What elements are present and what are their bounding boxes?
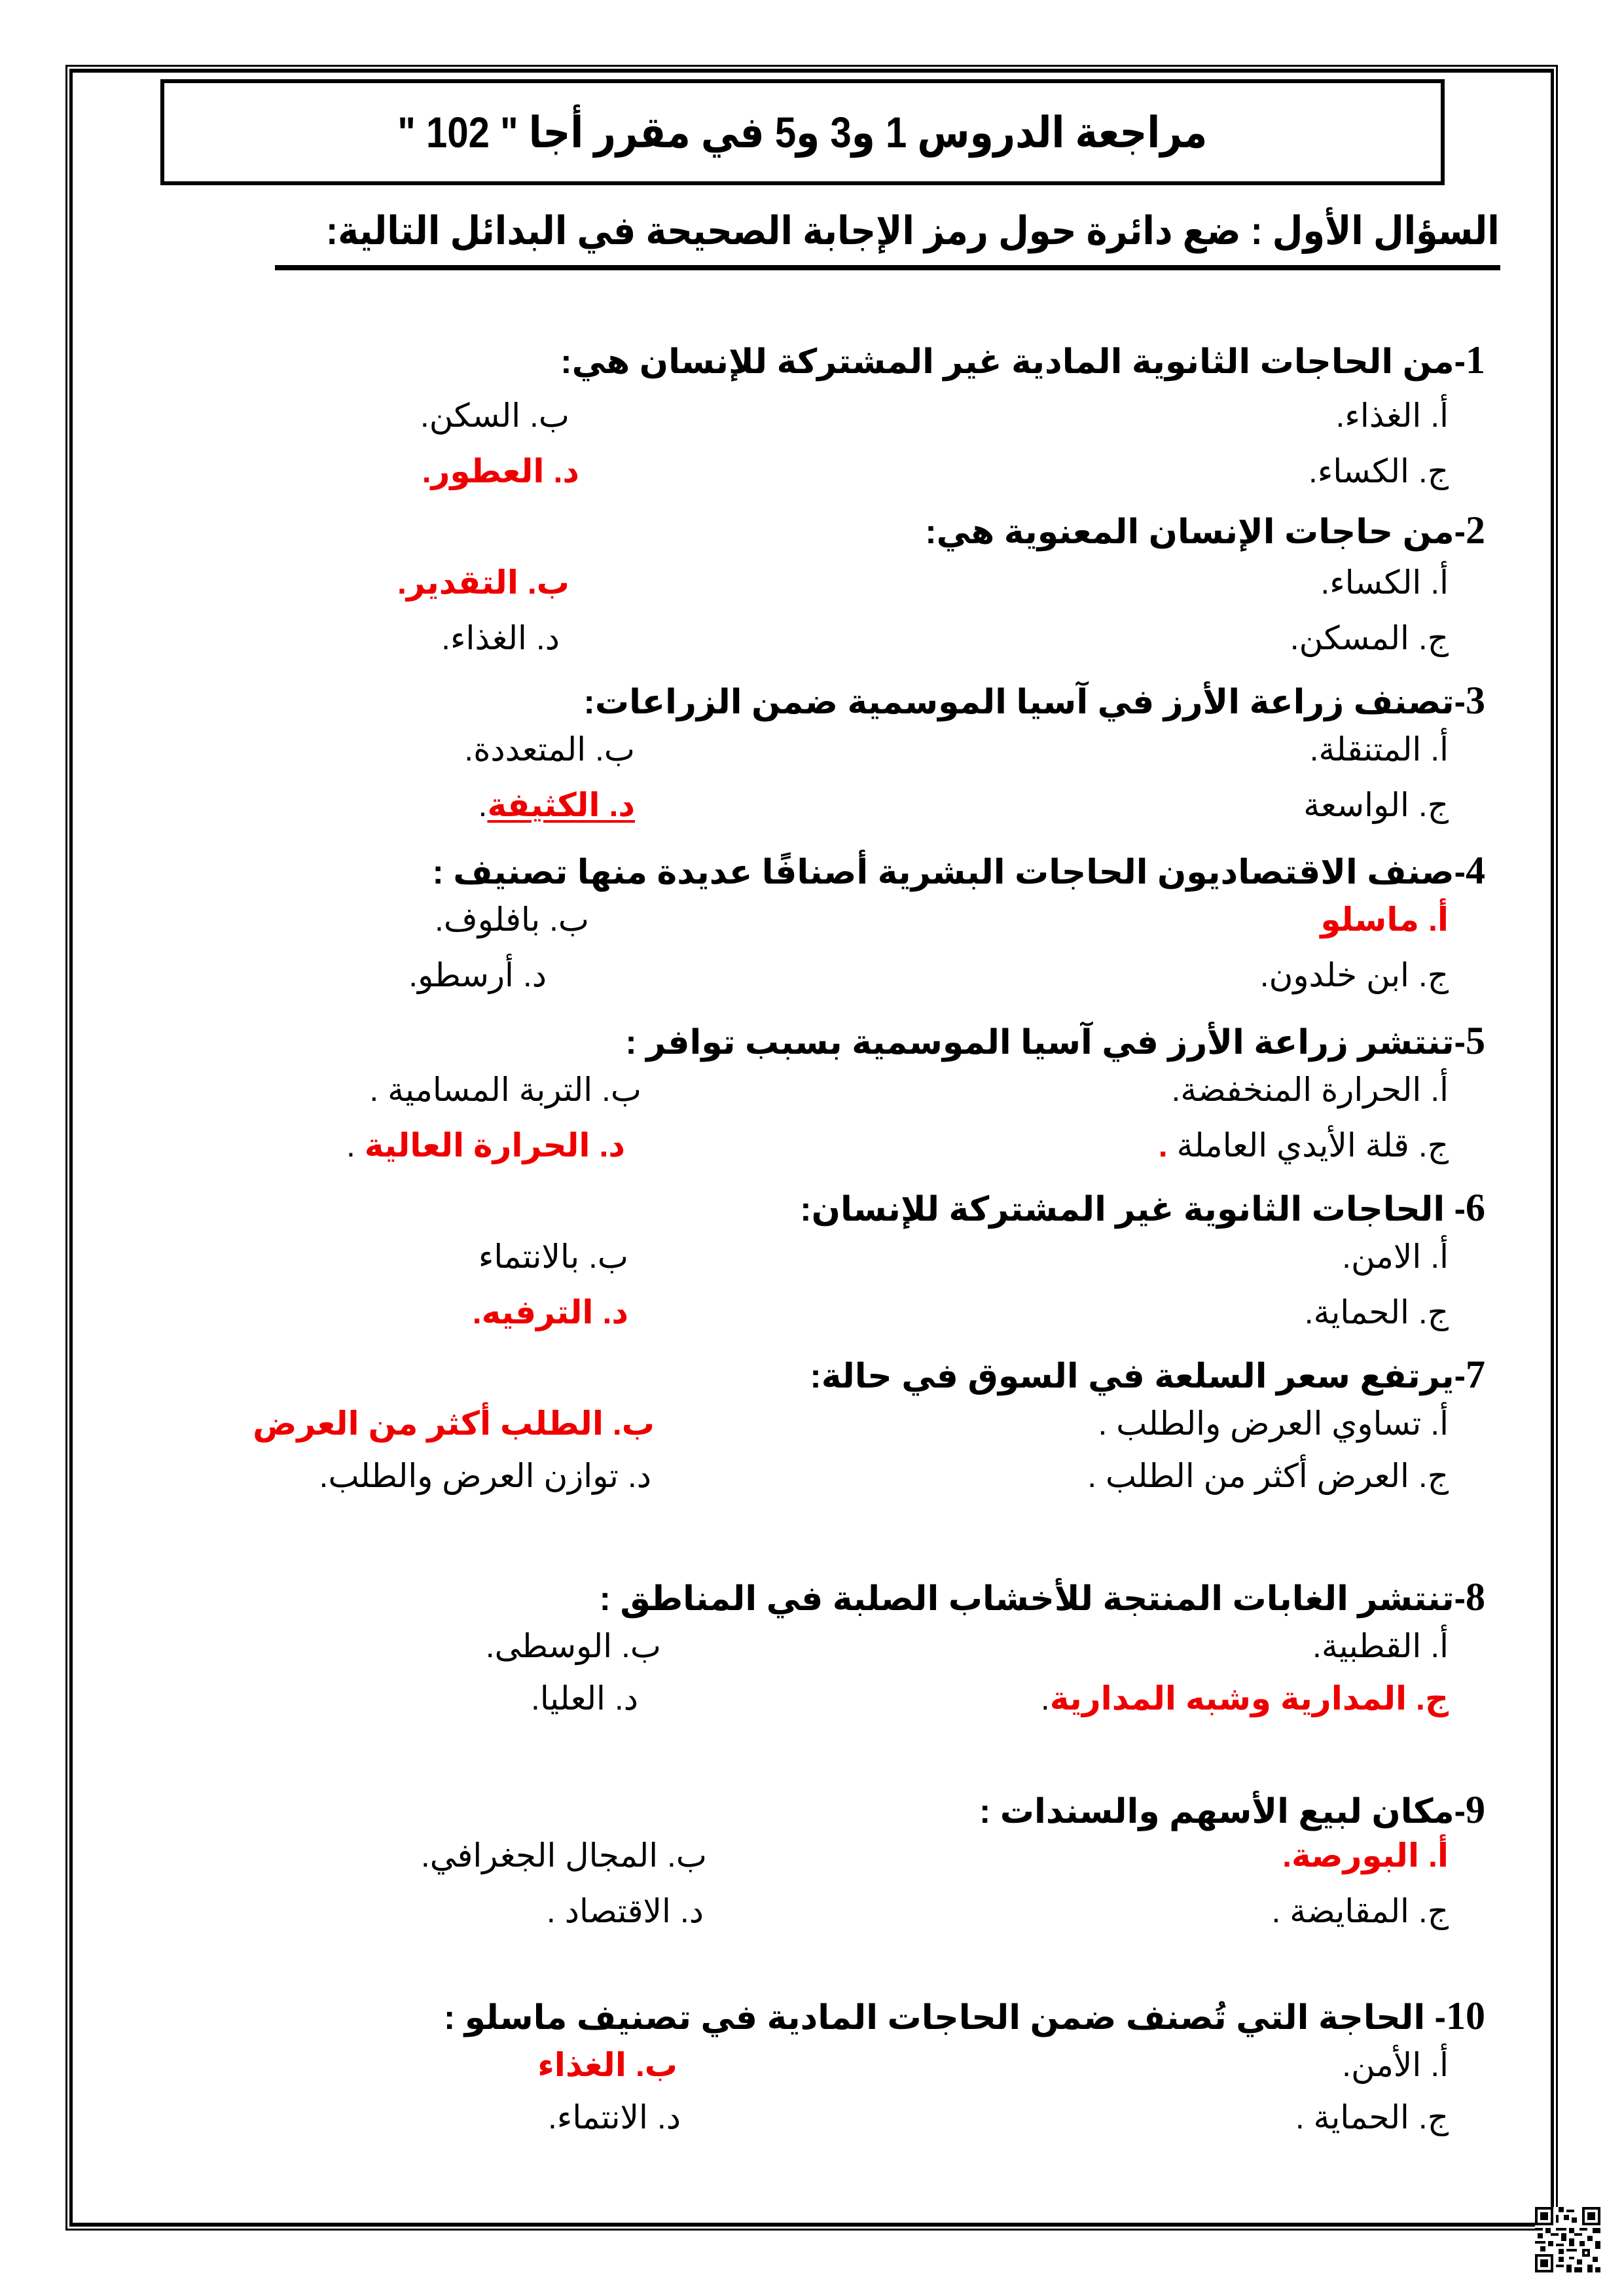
option-d-correct[interactable]: د. الترفيه. [472,1294,628,1331]
option-b[interactable]: ب. المتعددة. [464,731,635,768]
question-8 [600,1577,1485,1617]
question-number: 10 [1446,1994,1485,2037]
option-b[interactable]: ب. الوسطى. [485,1628,661,1664]
question-text: -تنتشر الغابات المنتجة للأخشاب الصلبة في المناطق : [599,1580,1466,1618]
option-d-period: . [478,787,488,823]
option-c[interactable]: ج. المسكن. [1290,620,1449,656]
option-b[interactable]: ب. التربة المسامية . [369,1071,641,1108]
question-number: 4 [1466,849,1485,892]
option-d-period: . [346,1127,365,1164]
option-b-correct[interactable]: ب. التقدير. [397,564,569,601]
option-c-text: ج. قلة الأيدي العاملة [1176,1127,1449,1164]
question-text: -مكان لبيع الأسهم والسندات : [979,1793,1466,1831]
option-d[interactable]: د. توازن العرض والطلب. [319,1458,651,1494]
question-text: -تصنف زراعة الأرز في آسيا الموسمية ضمن الزراعات: [583,683,1466,721]
question-10 [444,1996,1485,2036]
question-4 [432,851,1485,890]
qr-code-icon [1535,2207,1600,2272]
option-c-text: ج. المدارية وشبه المدارية [1049,1680,1449,1717]
option-a[interactable]: أ. الامن. [1342,1238,1449,1275]
question-number: 2 [1466,509,1485,552]
section-heading-underline [275,265,1500,270]
option-b[interactable]: ب. السكن. [420,397,569,434]
question-number: 3 [1466,679,1485,722]
option-d-text: د. الكثيفة [487,787,635,823]
question-text: -يرتفع سعر السلعة في السوق في حالة: [810,1357,1466,1395]
question-number: 6 [1466,1186,1485,1229]
option-c[interactable]: ج. الواسعة [1303,787,1449,823]
option-c[interactable]: ج. ابن خلدون. [1259,957,1449,994]
question-number: 7 [1466,1353,1485,1396]
option-c[interactable]: ج. الكساء. [1308,453,1449,490]
option-c-period: . [1158,1127,1177,1164]
question-text: - الحاجات الثانوية غير المشتركة للإنسان: [800,1191,1466,1229]
option-c[interactable]: ج. العرض أكثر من الطلب . [1087,1458,1449,1494]
question-7 [810,1355,1485,1394]
option-c-correct[interactable] [1041,1682,1449,1715]
option-b[interactable]: ب. بالانتماء [478,1238,628,1275]
option-a[interactable]: أ. الغذاء. [1335,397,1449,434]
question-number: 8 [1466,1575,1485,1619]
question-text: -تنتشر زراعة الأرز في آسيا الموسمية بسبب توافر : [625,1024,1466,1062]
question-text: - الحاجة التي تُصنف ضمن الحاجات المادية في تصنيف ماسلو : [443,1999,1446,2037]
option-b[interactable]: ب. بافلوف. [434,901,589,938]
option-d-correct[interactable]: د. العطور. [422,453,579,490]
option-d-text: د. الحرارة العالية [364,1127,625,1164]
section-heading: السؤال الأول : ضع دائرة حول رمز الإجابة الصحيحة في البدائل التالية: [326,209,1500,253]
question-2 [925,511,1485,550]
option-d[interactable]: د. الانتماء. [547,2099,681,2136]
question-number: 5 [1466,1019,1485,1062]
option-d[interactable]: د. أرسطو. [408,957,547,994]
question-number: 9 [1466,1788,1485,1831]
option-b[interactable]: ب. المجال الجغرافي. [420,1837,707,1874]
question-1 [560,340,1485,380]
option-d[interactable]: د. الغذاء. [441,620,560,656]
option-c[interactable]: ج. الحماية. [1304,1294,1449,1331]
option-a[interactable]: أ. الحرارة المنخفضة. [1171,1071,1449,1108]
question-number: 1 [1466,338,1485,382]
question-text: -من الحاجات الثانوية المادية غير المشتركة للإنسان هي: [560,343,1466,381]
option-c[interactable] [1159,1129,1449,1162]
option-c[interactable]: ج. الحماية . [1295,2099,1449,2136]
option-b-correct[interactable]: ب. الطلب أكثر من العرض [253,1405,655,1442]
question-5 [625,1021,1485,1060]
question-text: -من حاجات الإنسان المعنوية هي: [925,513,1466,551]
option-b-correct[interactable]: ب. الغذاء [537,2047,677,2083]
option-a[interactable]: أ. تساوي العرض والطلب . [1098,1405,1449,1442]
option-a-correct[interactable]: أ. البورصة. [1282,1837,1449,1874]
question-3 [584,681,1485,720]
option-a[interactable]: أ. الأمن. [1342,2047,1449,2083]
option-a[interactable]: أ. الكساء. [1320,564,1449,601]
option-d-correct[interactable] [478,789,635,821]
option-a[interactable]: أ. القطبية. [1312,1628,1449,1664]
option-d[interactable]: د. الاقتصاد . [546,1893,704,1929]
option-d-correct[interactable] [346,1129,625,1162]
title-box [160,79,1445,185]
option-d[interactable]: د. العليا. [530,1680,638,1717]
option-a[interactable]: أ. المتنقلة. [1309,731,1449,768]
option-a-correct[interactable]: أ. ماسلو [1320,901,1449,938]
page-title: مراجعة الدروس 1 و3 و5 في مقرر أجا " 102 " [397,107,1208,156]
question-text: -صنف الاقتصاديون الحاجات البشرية أصنافًا عديدة منها تصنيف : [432,853,1466,891]
question-6 [800,1188,1485,1227]
option-c[interactable]: ج. المقايضة . [1271,1893,1449,1929]
option-c-period: . [1040,1680,1050,1717]
question-9 [979,1790,1485,1829]
